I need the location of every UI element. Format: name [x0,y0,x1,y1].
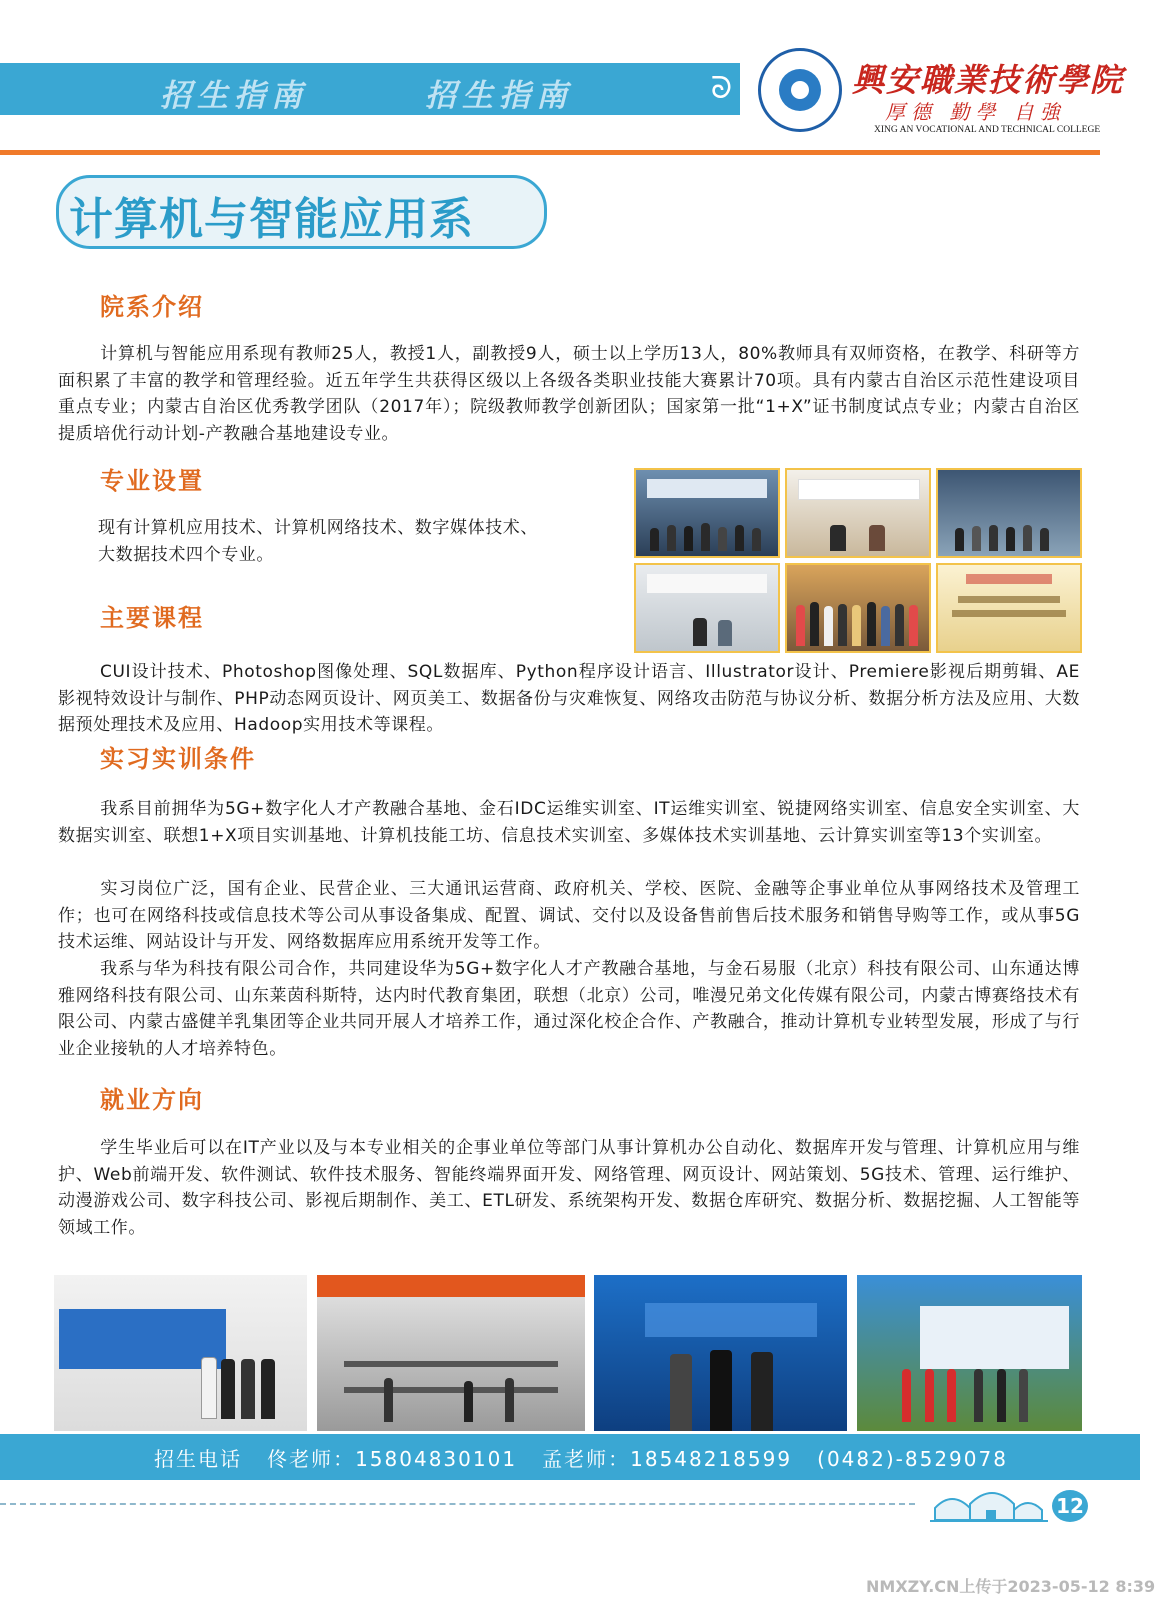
section-title-employment: 就业方向 [100,1086,204,1114]
school-motto: 厚德 勤學 自強 [885,100,1066,124]
band-text-1: 招生指南 [160,78,308,114]
photo-base-visit [634,563,780,653]
photo-competition-stage [54,1275,307,1431]
intro-paragraph: 计算机与智能应用系现有教师25人，教授1人，副教授9人，硕士以上学历13人，80%教师具有双师资格，在教学、科研等方面积累了丰富的教学和管理经验。近五年学生共获得区级以上各级各类职业技能大赛累计70项。具有内蒙古自治区示范性建设项目重点专业；内蒙古自治区优秀教学团队（2017年）；院级教师教学创新团队；国家第一批“1+X”证书制度试点专业；内蒙古自治区提质培优行动计划-产教融合基地建设专业。 [58,344,1080,444]
school-name: 興安職業技術學院 [852,61,1125,99]
section-title-intro: 院系介绍 [100,293,204,321]
majors-line-1: 现有计算机应用技术、计算机网络技术、数字媒体技术、 [98,518,538,538]
section-title-majors: 专业设置 [100,467,204,495]
footer-dashed-divider [0,1503,915,1505]
department-title: 计算机与智能应用系 [69,194,474,245]
section-title-training: 实习实训条件 [100,745,256,773]
majors-line-2: 大数据技术四个专业。 [98,545,274,565]
photo-signing [785,468,931,558]
photo-regional-contest [594,1275,847,1431]
school-logo [758,48,842,132]
section-title-courses: 主要课程 [100,604,204,632]
training-paragraph-1: 我系目前拥华为5G+数字化人才产教融合基地、金石IDC运维实训室、IT运维实训室、锐捷网络实训室、信息安全实训室、大数据实训室、联想1+X项目实训基地、计算机技能工坊、信息技术实训室、多媒体技术实训基地、云计算实训室等13个实训室。 [58,799,1080,846]
yurt-icon [930,1480,1048,1524]
header-band [0,63,740,115]
page-number: 12 [1052,1490,1088,1522]
photo-huawei-plaque [936,563,1082,653]
courses-paragraph: CUI设计技术、Photoshop图像处理、SQL数据库、Python程序设计语言、Illustrator设计、Premiere影视后期剪辑、AE影视特效设计与制作、PHP动态网页设计、网页美工、数据备份与灾难恢复、网络攻击防范与协议分析、数据分析方法及应用、大数据预处理技术及应用、Hadoop实用技术等课程。 [58,662,1080,735]
cloud-ornament-icon: ᘐ [710,71,732,106]
photo-training-lab [317,1275,585,1431]
employment-paragraph: 学生毕业后可以在IT产业以及与本专业相关的企事业单位等部门从事计算机办公自动化、数据库开发与管理、计算机应用与维护、Web前端开发、软件测试、软件技术服务、智能终端界面开发、网络管理、网页设计、网站策划、5G技术、管理、运行维护、动漫游戏公司、数字科技公司、影视后期制作、美工、ETL研发、系统架构开发、数据仓库研究、数据分析、数据挖掘、人工智能等领域工作。 [58,1138,1080,1238]
band-text-2: 招生指南 [425,78,573,114]
footer-band [0,1434,1140,1480]
training-paragraph-3: 我系与华为科技有限公司合作，共同建设华为5G+数字化人才产教融合基地，与金石易服（北京）科技有限公司、山东通达博雅网络科技有限公司、山东莱茵科斯特，达内时代教育集团，联想（北京）公司，唯漫兄弟文化传媒有限公司，内蒙古博赛络技术有限公司、内蒙古盛健羊乳集团等企业共同开展人才培养工作，通过深化校企合作、产教融合，推动计算机专业转型发展，形成了与行业企业接轨的人才培养特色。 [58,959,1080,1059]
department-title-box [56,175,547,249]
upload-watermark: NMXZY.CN上传于2023-05-12 8:39 [866,1577,1156,1596]
contact-info: 招生电话 佟老师：15804830101 孟老师：18548218599 (0482)-8529078 [154,1447,1008,1471]
photo-outdoor-award [857,1275,1082,1431]
training-paragraph-2: 实习岗位广泛，国有企业、民营企业、三大通讯运营商、政府机关、学校、医院、金融等企事业单位从事网络技术及管理工作；也可在网络科技或信息技术等公司从事设备集成、配置、调试、交付以及设备售前售后技术服务和销售导购等工作，或从事5G技术运维、网站设计与开发、网络数据库应用系统开发等工作。 [58,879,1080,952]
header-divider [0,150,1100,155]
photo-students-group [785,563,931,653]
photo-visit-group [936,468,1082,558]
school-name-en: XING AN VOCATIONAL AND TECHNICAL COLLEGE [874,125,1101,135]
photo-team-group [634,468,780,558]
